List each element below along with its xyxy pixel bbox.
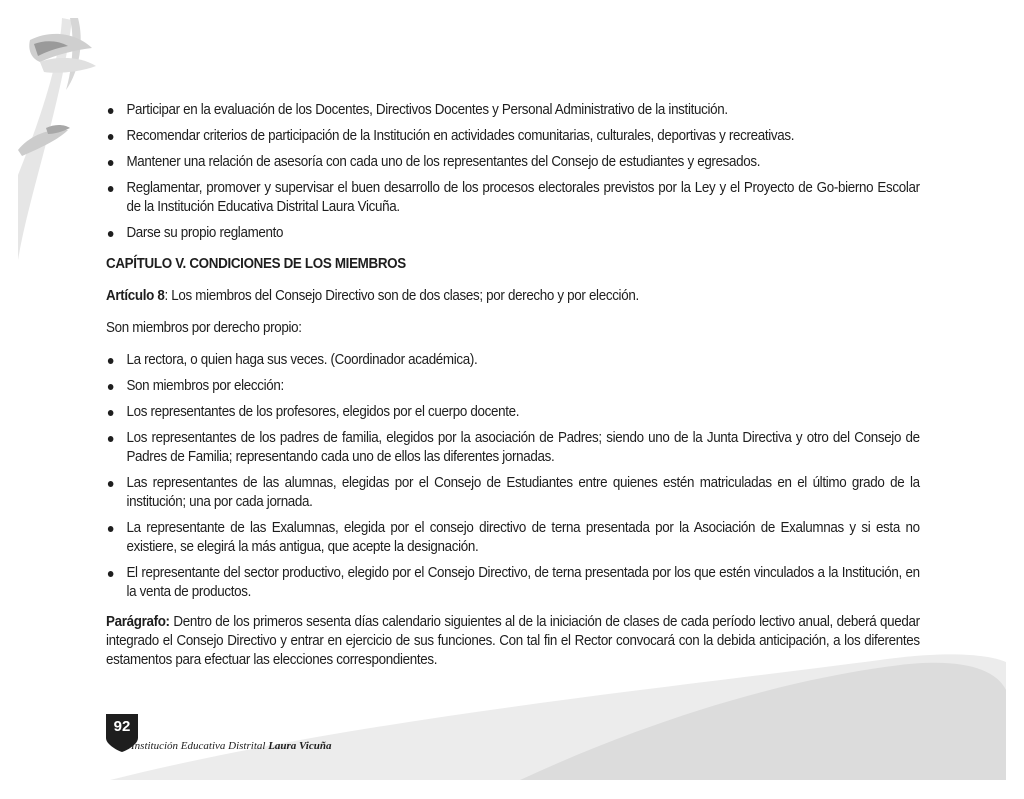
- list-item: Darse su propio reglamento: [106, 224, 920, 243]
- document-body: [106, 101, 920, 670]
- list-item: El representante del sector productivo, elegido por el Consejo Directivo, de terna presentada por los que estén vinculados a la Institución, en la venta de productos.: [106, 564, 920, 602]
- article-label: Artículo 8: [106, 288, 165, 304]
- chapter-heading: CAPÍTULO V. CONDICIONES DE LOS MIEMBROS: [106, 256, 406, 272]
- list-item: Los representantes de los padres de familia, elegidos por la asociación de Padres; siendo uno de la Junta Directiva y otro del Consejo de Padres de Familia; representando cada uno de ellos las diferentes jornadas.: [106, 429, 920, 467]
- paragraph-note: [106, 613, 920, 670]
- members-intro: Son miembros por derecho propio:: [106, 320, 302, 336]
- bottom-swoosh: [110, 654, 1006, 780]
- article-text: : Los miembros del Consejo Directivo son de dos clases; por derecho y por elección.: [164, 288, 639, 304]
- list-item: La rectora, o quien haga sus veces. (Coordinador académica).: [106, 351, 920, 370]
- functions-list: [106, 101, 920, 243]
- page-number: 92: [113, 718, 131, 735]
- list-item: La representante de las Exalumnas, elegida por el consejo directivo de terna presentada por la Asociación de Exalumnas y si esta no existiere, se elegirá la más antigua, que acepte la designación.: [106, 519, 920, 557]
- members-list: [106, 351, 920, 602]
- list-item: Mantener una relación de asesoría con cada uno de los representantes del Consejo de estudiantes y egresados.: [106, 153, 920, 172]
- list-item: Reglamentar, promover y supervisar el buen desarrollo de los procesos electorales previstos por la Ley y el Proyecto de Go-bierno Escolar de la Institución Educativa Distrital Laura Vicuña.: [106, 179, 920, 217]
- footer-institution: [131, 740, 331, 752]
- floral-ornament: [18, 18, 96, 260]
- footer-institution-name: Laura Vicuña: [268, 740, 332, 752]
- paragraph-text: Dentro de los primeros sesenta días calendario siguientes al de la iniciación de clases de cada período lectivo anual, deberá quedar integrado el Consejo Directivo y entrar en ejercicio de sus funciones. Con tal fin el Rector convocará con la debida anticipación, a los diferentes estamentos para efectuar las elecciones correspondientes.: [106, 614, 920, 668]
- footer-institution-label: Institución Educativa Distrital: [131, 740, 269, 752]
- paragraph-label: Parágrafo:: [106, 614, 170, 630]
- list-item: Los representantes de los profesores, elegidos por el cuerpo docente.: [106, 403, 920, 422]
- list-item: Participar en la evaluación de los Docentes, Directivos Docentes y Personal Administrativo de la institución.: [106, 101, 920, 120]
- list-item: Son miembros por elección:: [106, 377, 920, 396]
- article-8: [106, 287, 920, 306]
- list-item: Las representantes de las alumnas, elegidas por el Consejo de Estudiantes entre quienes estén matriculadas en el último grado de la institución; una por cada jornada.: [106, 474, 920, 512]
- list-item: Recomendar criterios de participación de la Institución en actividades comunitarias, culturales, deportivas y recreativas.: [106, 127, 920, 146]
